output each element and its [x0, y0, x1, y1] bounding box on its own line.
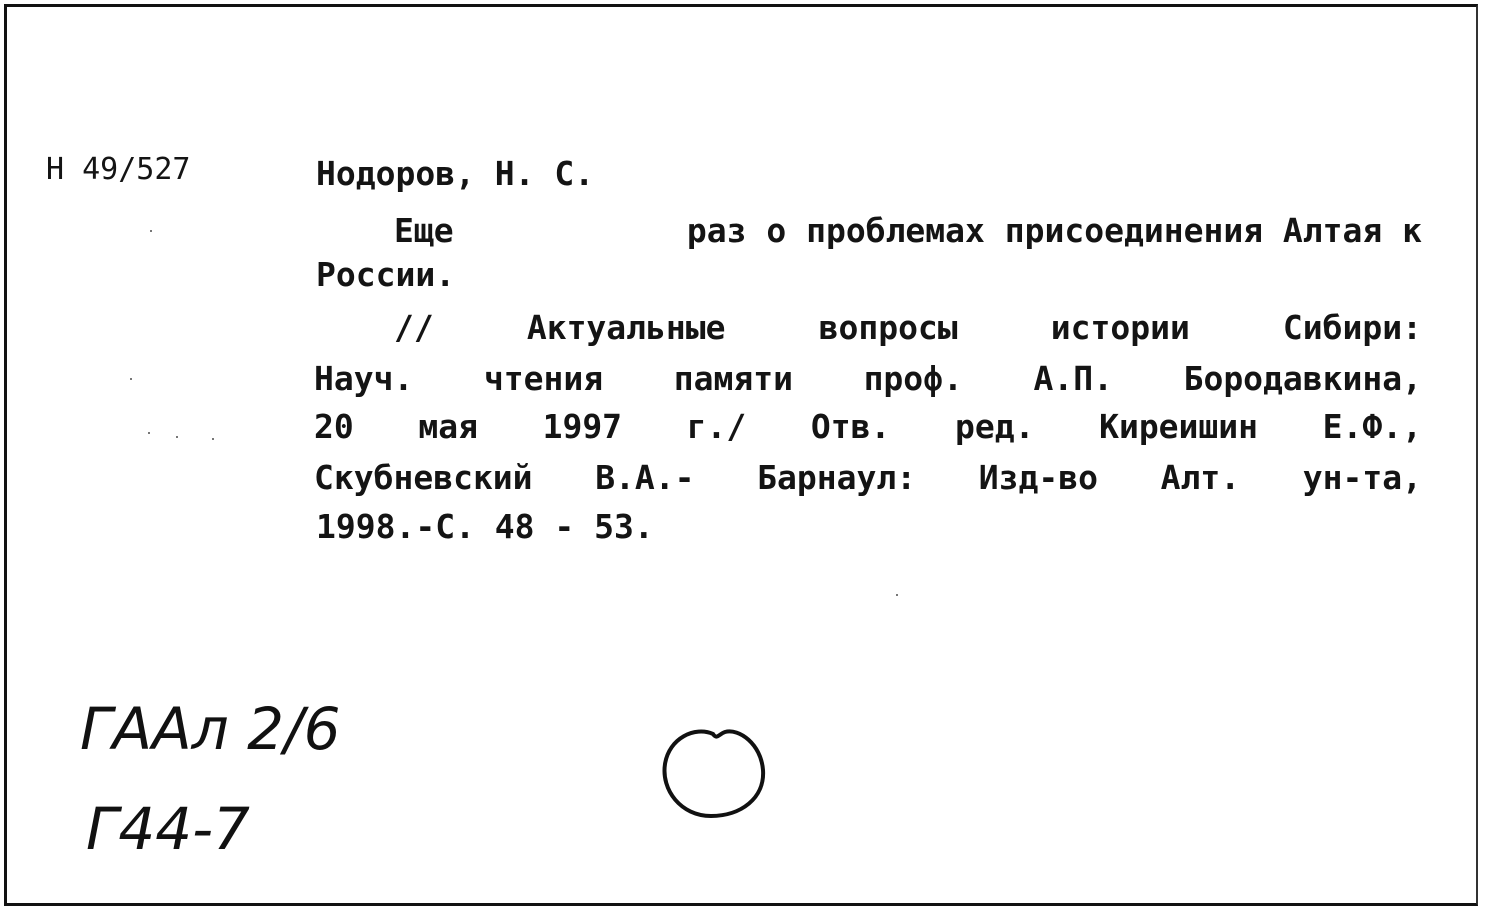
source-word: истории [1050, 308, 1190, 347]
author: Нодоров, Н. С. [316, 154, 595, 193]
scan-speck [130, 378, 132, 380]
scan-speck [176, 436, 178, 438]
title-line-1 [394, 211, 1422, 250]
scan-speck [212, 438, 214, 440]
source-word: мая [418, 407, 478, 446]
source-line-1 [394, 308, 1422, 347]
title-line-2: России. [316, 255, 456, 294]
scan-speck [150, 230, 152, 232]
source-word: памяти [673, 359, 793, 398]
source-word: вопросы [818, 308, 958, 347]
source-word: В.А.- [595, 458, 695, 497]
source-word: ред. [954, 407, 1035, 446]
source-word: Актуальные [526, 308, 726, 347]
punch-hole-circle [655, 720, 775, 830]
source-word: Бородавкина, [1183, 359, 1422, 398]
source-word: чтения [483, 359, 604, 398]
source-word: Сибири: [1282, 308, 1422, 347]
scan-speck [896, 594, 898, 596]
source-word: А.П. [1033, 359, 1113, 398]
source-word: 1997 [542, 407, 623, 446]
source-word: Изд-во [978, 458, 1098, 497]
source-word: 20 [314, 407, 354, 446]
source-word: Алт. [1160, 458, 1241, 497]
source-word: // [394, 308, 434, 347]
source-line-4 [314, 458, 1422, 497]
title-word: Еще [394, 211, 454, 250]
call-number: Н 49/527 [46, 152, 191, 187]
scan-speck [148, 432, 150, 434]
handwritten-shelfmark: ГААл 2/6 [80, 695, 341, 763]
handwritten-code: Г44-7 [86, 795, 250, 863]
source-line-3 [314, 407, 1422, 446]
source-word: г./ [686, 407, 747, 446]
source-word: проф. [863, 359, 963, 398]
source-word: Отв. [810, 407, 891, 446]
source-word: Барнаул: [757, 458, 917, 497]
source-line-2 [314, 359, 1422, 398]
title-rest: раз о проблемах присоединения Алтая к [686, 211, 1422, 250]
source-word: Науч. [314, 359, 414, 398]
source-word: Е.Ф., [1322, 407, 1422, 446]
source-word: Скубневский [314, 458, 533, 497]
source-word: Киреишин [1099, 407, 1259, 446]
source-word: ун-та, [1302, 458, 1422, 497]
source-line-5: 1998.-С. 48 - 53. [316, 507, 654, 546]
